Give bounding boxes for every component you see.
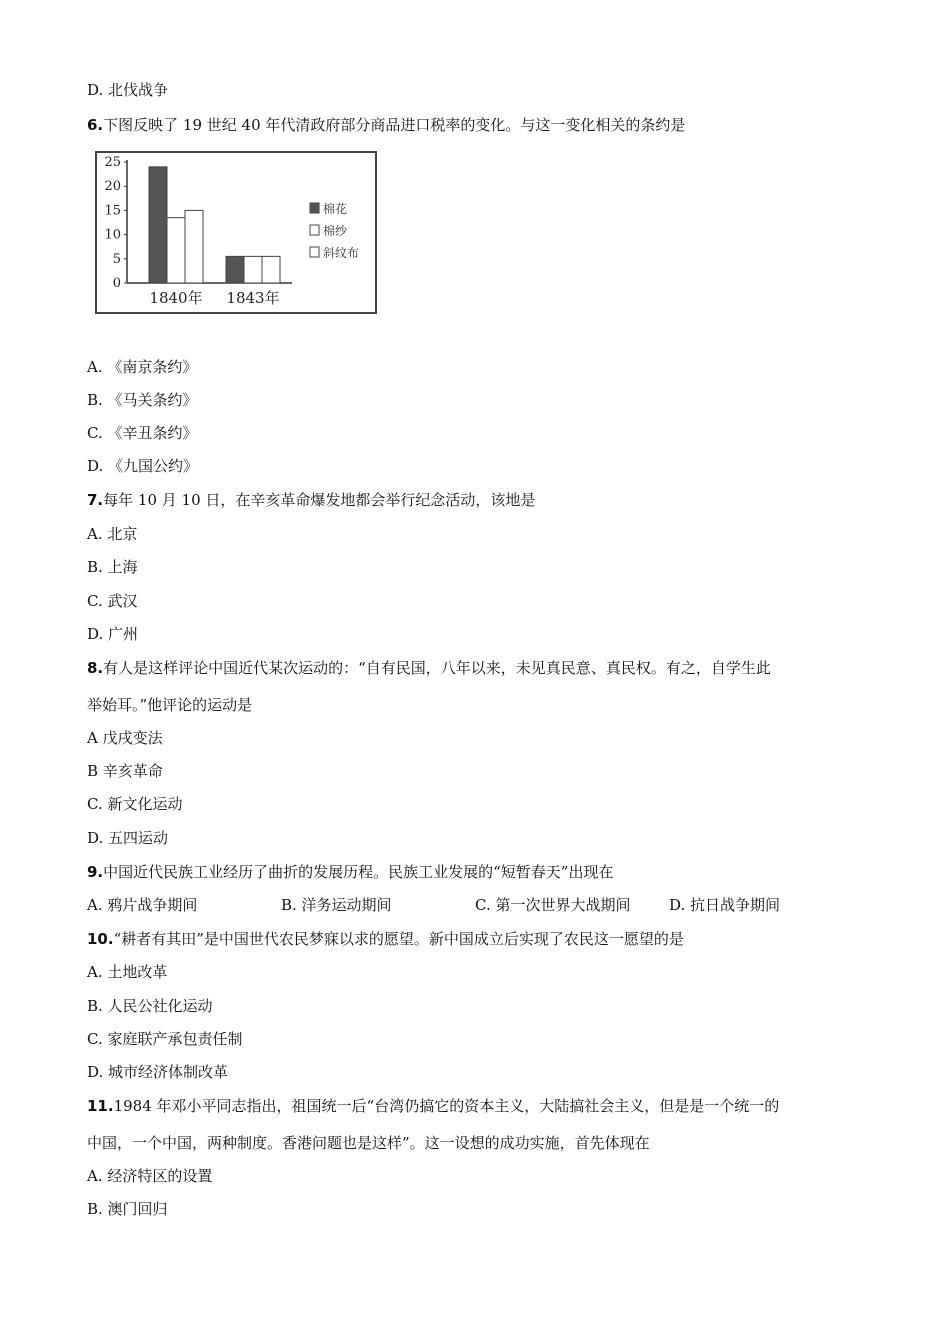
question-10-number: 10. [87, 930, 114, 948]
q8-option-a[interactable]: A 戊戌变法 [87, 729, 163, 747]
q9-option-c[interactable]: C. 第一次世界大战期间 [475, 896, 631, 914]
q8-option-c[interactable]: C. 新文化运动 [87, 795, 183, 813]
q6-option-b[interactable]: B. 《马关条约》 [87, 391, 198, 409]
question-11-text-1: 1984 年邓小平同志指出，祖国统一后“台湾仍搞它的资本主义，大陆搞社会主义，但是是一个统一的 [113, 1097, 780, 1115]
question-6-stem [87, 115, 685, 135]
question-9-text: 中国近代民族工业经历了曲折的发展历程。民族工业发展的“短暂春天”出现在 [103, 863, 614, 881]
y-tick-label: 0 [112, 276, 121, 291]
bar-斜纹布-1843年 [262, 256, 280, 283]
question-8-number: 8. [87, 659, 104, 677]
y-tick-label: 25 [104, 155, 121, 170]
question-11-number: 11. [87, 1097, 114, 1115]
q9-option-d[interactable]: D. 抗日战争期间 [669, 896, 781, 914]
bar-棉花-1843年 [226, 256, 244, 283]
question-7-number: 7. [87, 491, 104, 509]
y-tick-label: 10 [104, 227, 121, 243]
question-6-text: 下图反映了 19 世纪 40 年代清政府部分商品进口税率的变化。与这一变化相关的条约是 [103, 116, 686, 134]
bar-棉花-1840年 [149, 167, 167, 283]
q6-option-a[interactable]: A. 《南京条约》 [87, 358, 198, 376]
question-7-text: 每年 10 月 10 日，在辛亥革命爆发地都会举行纪念活动，该地是 [103, 491, 536, 509]
x-tick-label: 1840年 [149, 289, 203, 307]
question-6-number: 6. [87, 116, 104, 134]
q8-option-b[interactable]: B 辛亥革命 [87, 762, 163, 780]
legend-label: 斜纹布 [323, 246, 360, 260]
q11-option-b[interactable]: B. 澳门回归 [87, 1200, 168, 1218]
question-10-text: “耕者有其田”是中国世代农民梦寐以求的愿望。新中国成立后实现了农民这一愿望的是 [113, 930, 684, 948]
legend-swatch-棉花 [310, 203, 319, 213]
legend-label: 棉花 [323, 202, 348, 216]
q7-option-c[interactable]: C. 武汉 [87, 592, 138, 610]
question-9-stem [87, 862, 613, 882]
q10-option-a[interactable]: A. 土地改革 [87, 963, 168, 981]
q9-option-a[interactable]: A. 鸦片战争期间 [87, 896, 198, 914]
q7-option-b[interactable]: B. 上海 [87, 558, 138, 576]
q11-option-a[interactable]: A. 经济特区的设置 [87, 1167, 213, 1185]
question-10-stem [87, 929, 684, 949]
question-11-stem [87, 1096, 779, 1116]
q7-option-d[interactable]: D. 广州 [87, 625, 139, 643]
q10-option-c[interactable]: C. 家庭联产承包责任制 [87, 1030, 243, 1048]
q6-option-c[interactable]: C. 《辛丑条约》 [87, 424, 198, 442]
question-8-stem [87, 658, 771, 678]
legend-swatch-棉纱 [310, 225, 319, 235]
legend-label: 棉纱 [323, 224, 348, 238]
q10-option-d[interactable]: D. 城市经济体制改革 [87, 1063, 229, 1081]
y-tick-label: 20 [104, 179, 121, 195]
tariff-chart [95, 151, 377, 314]
question-9-number: 9. [87, 863, 104, 881]
y-tick-label: 15 [104, 203, 121, 219]
q10-option-b[interactable]: B. 人民公社化运动 [87, 997, 213, 1015]
q7-option-a[interactable]: A. 北京 [87, 525, 138, 543]
q8-option-d[interactable]: D. 五四运动 [87, 829, 169, 847]
y-tick-label: 5 [112, 251, 121, 267]
tariff-chart-svg [97, 153, 375, 312]
x-tick-label: 1843年 [226, 289, 280, 307]
legend-swatch-斜纹布 [310, 247, 319, 257]
bar-棉纱-1840年 [167, 218, 185, 283]
bar-棉纱-1843年 [244, 256, 262, 283]
question-11-text-2: 中国，一个中国，两种制度。香港问题也是这样”。这一设想的成功实施，首先体现在 [87, 1134, 650, 1152]
question-7-stem [87, 490, 535, 510]
bar-斜纹布-1840年 [185, 210, 203, 283]
question-8-text-2: 举始耳。”他评论的运动是 [87, 696, 253, 714]
prev-option-d: D. 北伐战争 [87, 81, 169, 99]
q9-option-b[interactable]: B. 洋务运动期间 [281, 896, 392, 914]
q6-option-d[interactable]: D. 《九国公约》 [87, 457, 199, 475]
question-8-text-1: 有人是这样评论中国近代某次运动的：“自有民国，八年以来，未见真民意、真民权。有之，自学生此 [103, 659, 771, 677]
